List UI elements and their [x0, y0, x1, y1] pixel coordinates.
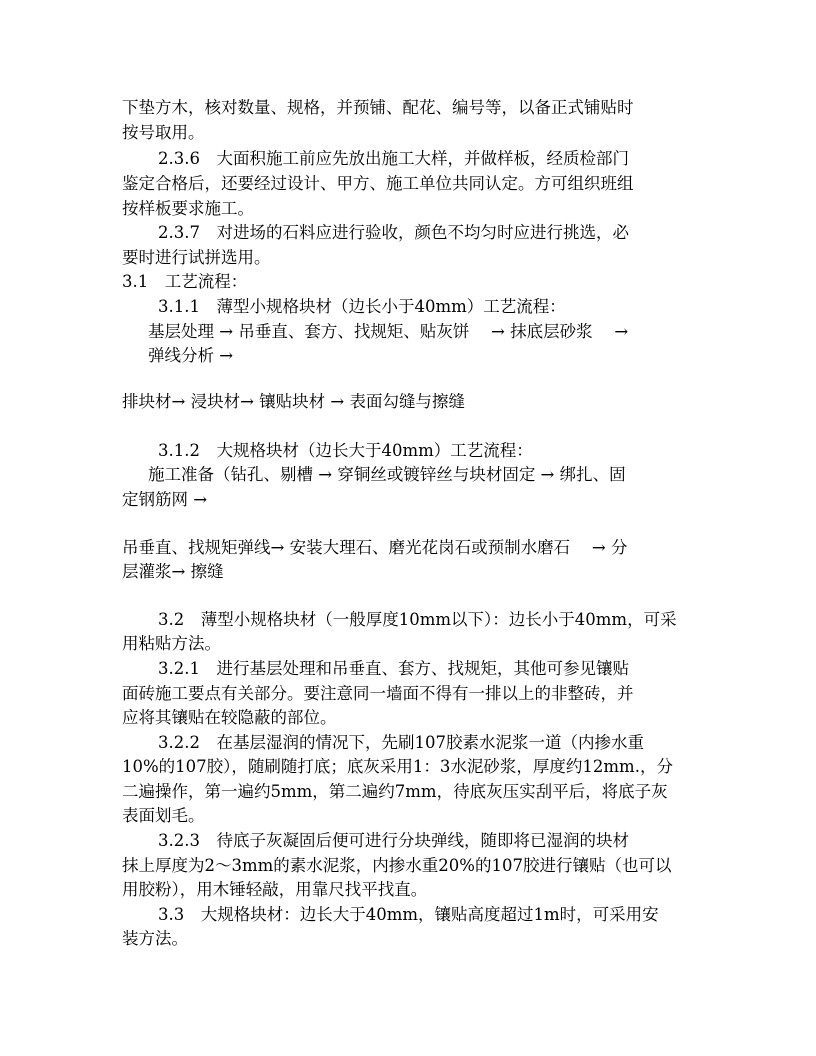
section-heading-2-3-7: 2.3.7 对进场的石料应进行验收，颜色不均匀时应进行挑选，必: [158, 223, 629, 242]
paragraph-line: 按号取用。: [122, 123, 205, 142]
paragraph-line: 按样板要求施工。: [122, 199, 254, 218]
paragraph-line: 用胶粉），用木锤轻敲，用靠尺找平找直。: [122, 880, 428, 899]
paragraph-line: 鉴定合格后，还要经过设计、甲方、施工单位共同认定。方可组织班组: [122, 174, 634, 193]
section-heading-3-1: 3.1 工艺流程：: [122, 272, 248, 291]
section-heading-3-2-1: 3.2.1 进行基层处理和吊垂直、套方、找规矩，其他可参见镶贴: [158, 659, 629, 678]
process-flow-line: 层灌浆→ 擦缝: [122, 562, 224, 581]
section-heading-3-2: 3.2 薄型小规格块材（一般厚度10mm以下）：边长小于40mm，可采: [158, 610, 677, 629]
section-heading-3-2-2: 3.2.2 在基层湿润的情况下，先刷107胶素水泥浆一道（内掺水重: [158, 733, 644, 752]
paragraph-line: 面砖施工要点有关部分。要注意同一墙面不得有一排以上的非整砖，并: [122, 684, 634, 703]
paragraph-line: 10%的107胶），随刷随打底；底灰采用1：3水泥砂浆，厚度约12mm.，分: [122, 757, 673, 776]
process-flow-line: 排块材→ 浸块材→ 镶贴块材 → 表面勾缝与擦缝: [122, 392, 465, 411]
section-heading-2-3-6: 2.3.6 大面积施工前应先放出施工大样，并做样板，经质检部门: [158, 149, 629, 168]
process-flow-line: 基层处理 → 吊垂直、套方、找规矩、贴灰饼 → 抹底层砂浆 →: [148, 322, 629, 341]
section-heading-3-1-2: 3.1.2 大规格块材（边长大于40mm）工艺流程：: [158, 441, 533, 460]
paragraph-line: 下垫方木，核对数量、规格，并预铺、配花、编号等，以备正式铺贴时: [122, 98, 634, 117]
paragraph-line: 要时进行试拼选用。: [122, 248, 271, 267]
process-flow-line: 施工准备（钻孔、剔槽 → 穿铜丝或镀锌丝与块材固定 → 绑扎、固: [148, 465, 626, 484]
paragraph-line: 装方法。: [122, 929, 188, 948]
process-flow-line: 定钢筋网 →: [122, 490, 208, 509]
process-flow-line: 弹线分析 →: [148, 346, 234, 365]
paragraph-line: 应将其镶贴在较隐蔽的部位。: [122, 708, 337, 727]
paragraph-line: 二遍操作，第一遍约5mm，第二遍约7mm，待底灰压实刮平后，将底子灰: [122, 782, 668, 801]
section-heading-3-1-1: 3.1.1 薄型小规格块材（边长小于40mm）工艺流程：: [158, 297, 566, 316]
section-heading-3-3: 3.3 大规格块材：边长大于40mm，镶贴高度超过1m时，可采用安: [158, 905, 659, 924]
process-flow-line: 吊垂直、找规矩弹线→ 安装大理石、磨光花岗石或预制水磨石 → 分: [122, 538, 628, 557]
paragraph-line: 用粘贴方法。: [122, 634, 221, 653]
paragraph-line: 抹上厚度为2～3mm的素水泥浆，内掺水重20%的107胶进行镶贴（也可以: [122, 856, 672, 875]
paragraph-line: 表面划毛。: [122, 806, 205, 825]
section-heading-3-2-3: 3.2.3 待底子灰凝固后便可进行分块弹线，随即将已湿润的块材: [158, 831, 629, 850]
